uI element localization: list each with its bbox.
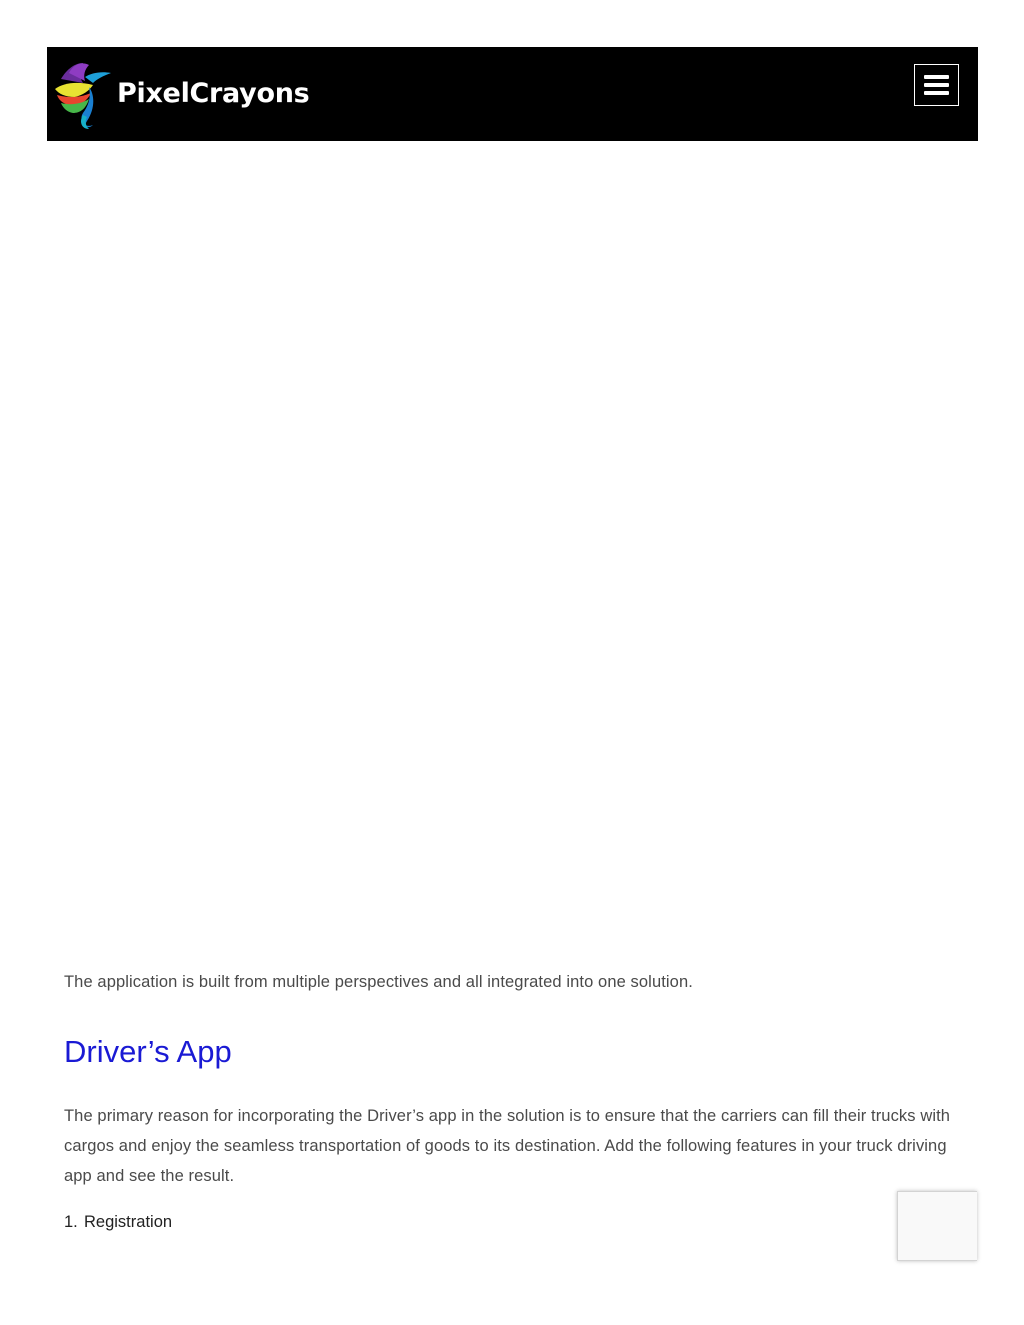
site-header [47, 47, 978, 141]
article-content [64, 968, 954, 1232]
list-item-number: 1. [64, 1213, 78, 1231]
feature-list [64, 1213, 954, 1232]
section-paragraph: The primary reason for incorporating the Driver’s app in the solution is to ensure that the carriers can fill their trucks with cargos and enjoy the seamless transportation of goods to its destination. Add the following features in your truck driving app and see the result. [64, 1107, 951, 1185]
list-item [64, 1213, 954, 1232]
hamburger-menu-icon [924, 75, 949, 95]
list-item-label: Registration [84, 1213, 173, 1231]
intro-paragraph: The application is built from multiple perspectives and all integrated into one solution. [64, 973, 693, 991]
recaptcha-badge-icon[interactable] [897, 1191, 977, 1261]
section-title: Driver’s App [64, 1034, 232, 1069]
hero-image-area [47, 141, 978, 941]
hummingbird-logo-icon [53, 59, 115, 131]
menu-button[interactable] [914, 64, 959, 106]
brand-logo[interactable] [53, 59, 309, 131]
brand-name: PixelCrayons [117, 77, 310, 109]
